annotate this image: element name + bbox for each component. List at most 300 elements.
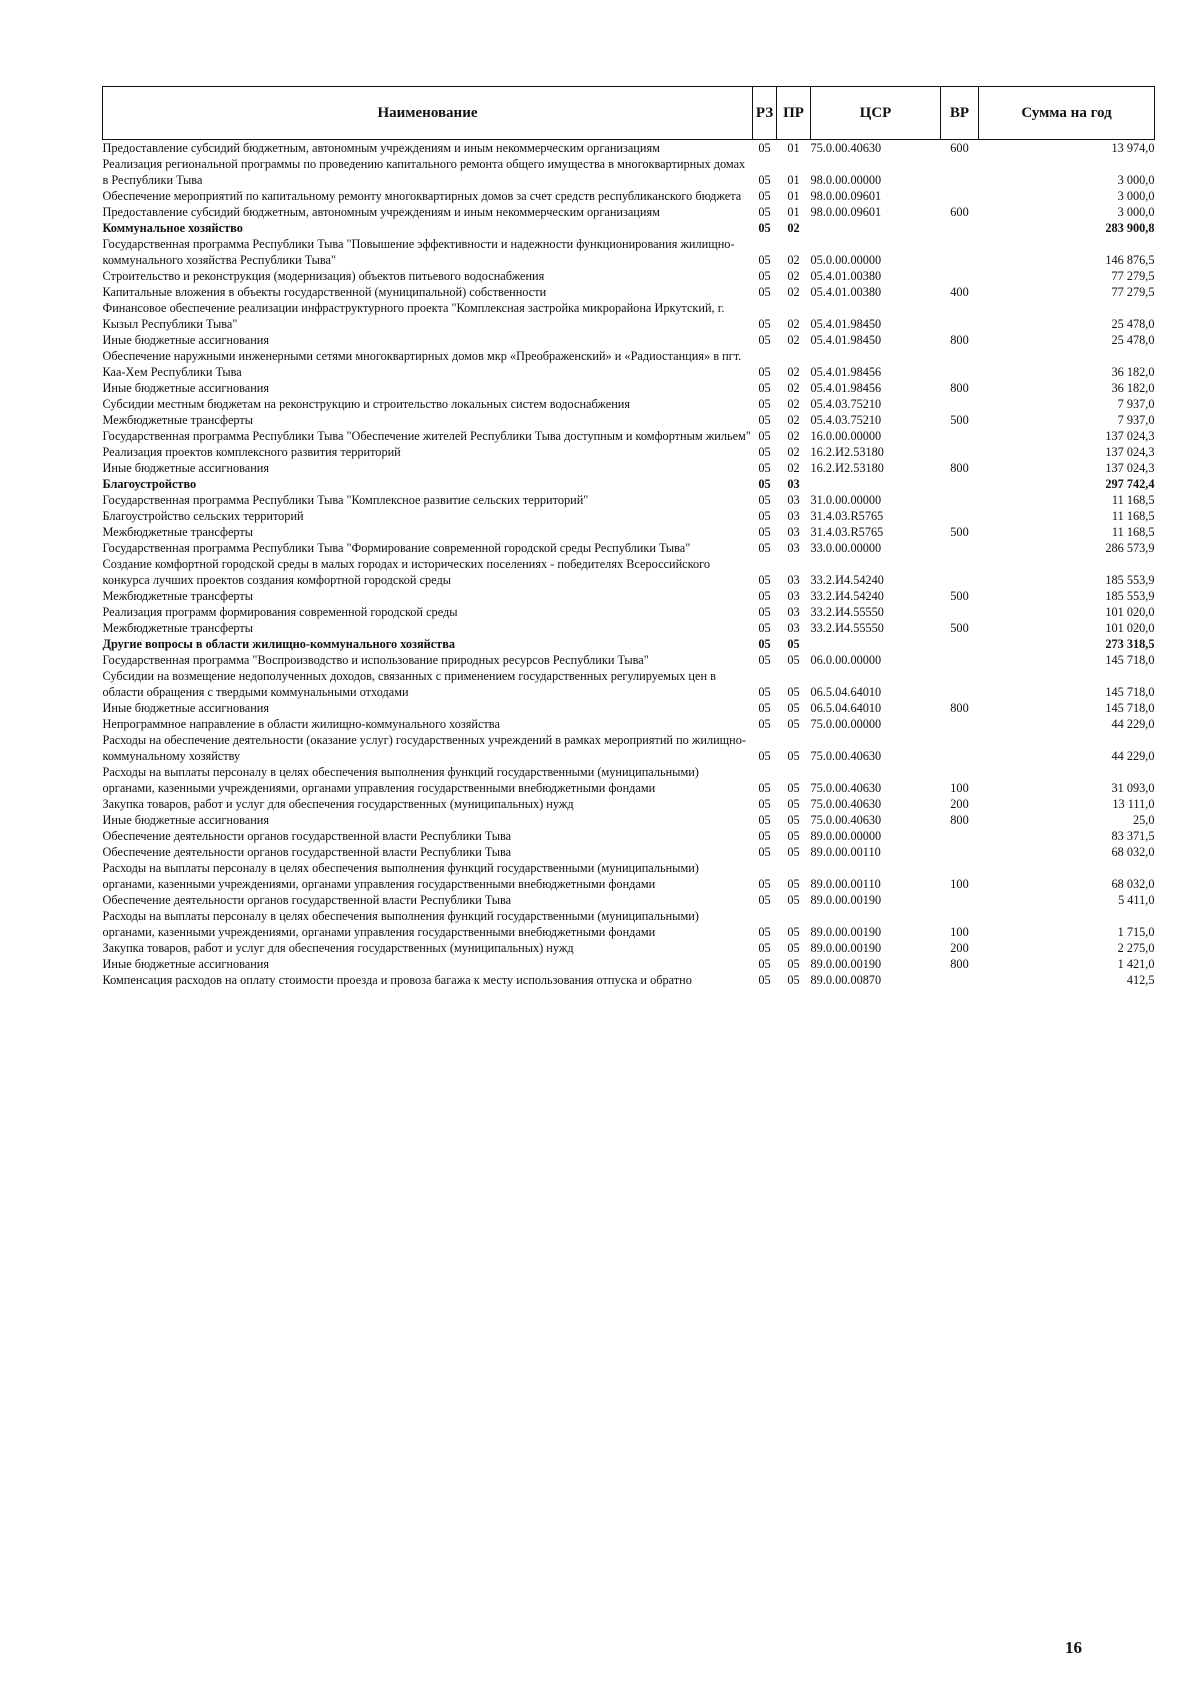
page-number: 16 (1065, 1638, 1082, 1657)
cell-pr: 05 (787, 973, 800, 987)
cell-sum: 7 937,0 (1117, 397, 1155, 411)
cell-sum: 25 478,0 (1111, 317, 1155, 331)
cell-vr (941, 636, 979, 652)
cell-pr: 05 (787, 701, 800, 715)
cell-name: Субсидии на возмещение недополученных доходов, связанных с применением государственных регулируемых цен в области обращения с твердыми коммунальными отходами (102, 669, 716, 699)
header-name: Наименование (103, 87, 753, 140)
cell-rz: 05 (758, 493, 771, 507)
cell-vr (941, 668, 979, 700)
cell-pr: 05 (787, 685, 800, 699)
cell-vr: 200 (950, 941, 969, 955)
cell-sum: 101 020,0 (1105, 605, 1155, 619)
cell-csr: 16.2.И2.53180 (810, 445, 884, 459)
cell-pr: 05 (787, 893, 800, 907)
cell-sum: 286 573,9 (1105, 541, 1155, 555)
cell-rz: 05 (758, 573, 771, 587)
cell-rz: 05 (758, 893, 771, 907)
table-row (103, 236, 1155, 268)
cell-csr: 89.0.00.00190 (810, 893, 882, 907)
header-pr: ПР (777, 87, 811, 140)
cell-rz: 05 (758, 173, 771, 187)
cell-vr: 500 (950, 525, 969, 539)
cell-name: Расходы на выплаты персоналу в целях обеспечения выполнения функций государственными (муниципальными) органами, казенными учреждениями, органами управления государственными внебюджетными фондами (102, 861, 699, 891)
cell-vr (941, 492, 979, 508)
cell-vr (941, 732, 979, 764)
cell-rz: 05 (758, 717, 771, 731)
cell-vr (941, 236, 979, 268)
table-row (103, 396, 1155, 412)
cell-vr (941, 556, 979, 588)
cell-csr: 33.2.И4.54240 (810, 589, 884, 603)
cell-pr: 02 (787, 269, 800, 283)
table-row (103, 348, 1155, 380)
table-row (103, 940, 1155, 956)
table-row (103, 444, 1155, 460)
cell-name: Межбюджетные трансферты (102, 621, 254, 635)
cell-rz: 05 (758, 589, 771, 603)
cell-name: Расходы на обеспечение деятельности (оказание услуг) государственных учреждений в рамках мероприятий по жилищно-коммунальному хозяйству (102, 733, 746, 763)
cell-name: Расходы на выплаты персоналу в целях обеспечения выполнения функций государственными (муниципальными) органами, казенными учреждениями, органами управления государственными внебюджетными фондами (102, 909, 699, 939)
cell-sum: 44 229,0 (1111, 749, 1155, 763)
cell-name: Непрограммное направление в области жилищно-коммунального хозяйства (102, 717, 500, 731)
cell-csr: 98.0.00.00000 (810, 173, 882, 187)
cell-pr: 02 (787, 461, 800, 475)
cell-rz: 05 (758, 637, 771, 651)
cell-vr (941, 540, 979, 556)
cell-sum: 44 229,0 (1111, 717, 1155, 731)
table-row (103, 908, 1155, 940)
cell-csr: 06.0.00.00000 (810, 653, 882, 667)
cell-pr: 02 (787, 221, 800, 235)
cell-csr: 75.0.00.40630 (810, 797, 882, 811)
table-row (103, 860, 1155, 892)
cell-vr: 800 (950, 813, 969, 827)
cell-csr: 33.2.И4.54240 (810, 573, 884, 587)
table-row (103, 188, 1155, 204)
cell-pr: 01 (787, 173, 800, 187)
cell-csr: 05.4.01.00380 (810, 269, 882, 283)
cell-csr: 05.4.01.98456 (810, 381, 882, 395)
cell-pr: 05 (787, 653, 800, 667)
cell-vr (941, 972, 979, 988)
cell-rz: 05 (758, 445, 771, 459)
cell-vr: 800 (950, 381, 969, 395)
cell-sum: 1 715,0 (1117, 925, 1155, 939)
cell-pr: 05 (787, 957, 800, 971)
table-row (103, 652, 1155, 668)
cell-name: Государственная программа "Воспроизводство и использование природных ресурсов Республики Тыва" (102, 653, 649, 667)
cell-name: Иные бюджетные ассигнования (102, 701, 270, 715)
cell-pr: 03 (787, 573, 800, 587)
cell-vr (941, 300, 979, 332)
header-csr: ЦСР (811, 87, 941, 140)
cell-pr: 05 (787, 797, 800, 811)
cell-sum: 11 168,5 (1111, 493, 1155, 507)
cell-pr: 01 (787, 141, 800, 155)
cell-rz: 05 (758, 189, 771, 203)
cell-rz: 05 (758, 205, 771, 219)
cell-vr (941, 348, 979, 380)
cell-csr: 05.0.00.00000 (810, 253, 882, 267)
cell-name: Иные бюджетные ассигнования (102, 461, 270, 475)
cell-rz: 05 (758, 413, 771, 427)
cell-vr (941, 268, 979, 284)
cell-vr (941, 844, 979, 860)
table-row (103, 492, 1155, 508)
cell-name: Капитальные вложения в объекты государственной (муниципальной) собственности (102, 285, 547, 299)
cell-vr: 200 (950, 797, 969, 811)
cell-sum: 13 111,0 (1112, 797, 1155, 811)
section-row (103, 636, 1155, 652)
header-vr: ВР (941, 87, 979, 140)
cell-sum: 3 000,0 (1117, 189, 1155, 203)
cell-pr: 02 (787, 397, 800, 411)
cell-sum: 25,0 (1132, 813, 1155, 827)
cell-csr: 89.0.00.00000 (810, 829, 882, 843)
table-row (103, 412, 1155, 428)
cell-name: Обеспечение деятельности органов государственной власти Республики Тыва (102, 829, 512, 843)
cell-sum: 36 182,0 (1111, 365, 1155, 379)
cell-sum: 185 553,9 (1105, 573, 1155, 587)
cell-vr (941, 396, 979, 412)
cell-sum: 68 032,0 (1111, 845, 1155, 859)
cell-vr (941, 508, 979, 524)
cell-pr: 02 (787, 429, 800, 443)
cell-rz: 05 (758, 925, 771, 939)
cell-pr: 02 (787, 285, 800, 299)
cell-rz: 05 (758, 285, 771, 299)
table-row (103, 268, 1155, 284)
cell-rz: 05 (758, 813, 771, 827)
cell-rz: 05 (758, 877, 771, 891)
cell-csr: 89.0.00.00190 (810, 941, 882, 955)
cell-name: Расходы на выплаты персоналу в целях обеспечения выполнения функций государственными (муниципальными) органами, казенными учреждениями, органами управления государственными внебюджетными фондами (102, 765, 699, 795)
cell-sum: 2 275,0 (1117, 941, 1155, 955)
cell-sum: 412,5 (1126, 973, 1155, 987)
table-row (103, 796, 1155, 812)
table-row (103, 604, 1155, 620)
cell-sum: 77 279,5 (1111, 285, 1155, 299)
cell-csr: 31.4.03.R5765 (810, 509, 884, 523)
cell-vr (941, 428, 979, 444)
header-rz: РЗ (753, 87, 777, 140)
cell-vr: 800 (950, 333, 969, 347)
cell-sum: 3 000,0 (1117, 173, 1155, 187)
cell-rz: 05 (758, 685, 771, 699)
cell-csr: 33.0.00.00000 (810, 541, 882, 555)
cell-rz: 05 (758, 477, 771, 491)
cell-name: Государственная программа Республики Тыва "Комплексное развитие сельских территорий" (102, 493, 589, 507)
cell-sum: 137 024,3 (1105, 429, 1155, 443)
table-body (103, 140, 1155, 989)
cell-sum: 68 032,0 (1111, 877, 1155, 891)
cell-name: Реализация проектов комплексного развития территорий (102, 445, 401, 459)
cell-pr: 05 (787, 717, 800, 731)
cell-csr: 89.0.00.00110 (810, 845, 881, 859)
cell-sum: 11 168,5 (1111, 525, 1155, 539)
cell-rz: 05 (758, 141, 771, 155)
cell-rz: 05 (758, 333, 771, 347)
cell-rz: 05 (758, 397, 771, 411)
cell-rz: 05 (758, 525, 771, 539)
cell-pr: 03 (787, 525, 800, 539)
table-row (103, 332, 1155, 348)
cell-pr: 05 (787, 781, 800, 795)
cell-rz: 05 (758, 957, 771, 971)
cell-name: Субсидии местным бюджетам на реконструкцию и строительство локальных систем водоснабжения (102, 397, 631, 411)
cell-rz: 05 (758, 221, 771, 235)
cell-name: Благоустройство (102, 477, 197, 491)
cell-sum: 145 718,0 (1105, 653, 1155, 667)
cell-vr: 800 (950, 461, 969, 475)
cell-rz: 05 (758, 253, 771, 267)
cell-name: Государственная программа Республики Тыва "Повышение эффективности и надежности функционирования жилищно-коммунального хозяйства Республики Тыва" (102, 237, 735, 267)
cell-pr: 02 (787, 413, 800, 427)
cell-name: Иные бюджетные ассигнования (102, 957, 270, 971)
cell-pr: 02 (787, 317, 800, 331)
table-row (103, 956, 1155, 972)
cell-sum: 11 168,5 (1111, 509, 1155, 523)
cell-vr (941, 188, 979, 204)
cell-name: Государственная программа Республики Тыва "Формирование современной городской среды Республики Тыва" (102, 541, 691, 555)
cell-vr (941, 652, 979, 668)
cell-name: Предоставление субсидий бюджетным, автономным учреждениям и иным некоммерческим организациям (102, 141, 660, 155)
cell-name: Благоустройство сельских территорий (102, 509, 304, 523)
cell-vr: 400 (950, 285, 969, 299)
table-row (103, 508, 1155, 524)
cell-pr: 03 (787, 493, 800, 507)
cell-csr: 05.4.01.98456 (810, 365, 882, 379)
cell-csr (811, 220, 941, 236)
cell-name: Создание комфортной городской среды в малых городах и исторических поселениях - победителях Всероссийского конкурса лучших проектов создания комфортной городской среды (102, 557, 710, 587)
cell-csr: 89.0.00.00870 (810, 973, 882, 987)
table-row (103, 204, 1155, 220)
budget-document (102, 86, 1154, 988)
table-row (103, 892, 1155, 908)
table-row (103, 556, 1155, 588)
cell-rz: 05 (758, 973, 771, 987)
cell-csr: 89.0.00.00190 (810, 957, 882, 971)
cell-rz: 05 (758, 829, 771, 843)
cell-rz: 05 (758, 429, 771, 443)
header-sum: Сумма на год (979, 87, 1155, 140)
cell-csr: 05.4.01.98450 (810, 317, 882, 331)
cell-name: Реализация региональной программы по проведению капитального ремонта общего имущества в многоквартирных домах в Республики Тыва (102, 157, 746, 187)
table-row (103, 732, 1155, 764)
table-row (103, 620, 1155, 636)
cell-name: Межбюджетные трансферты (102, 589, 254, 603)
cell-name: Иные бюджетные ассигнования (102, 813, 270, 827)
cell-pr: 05 (787, 941, 800, 955)
cell-csr: 98.0.00.09601 (810, 205, 882, 219)
table-row (103, 284, 1155, 300)
cell-vr: 600 (950, 205, 969, 219)
cell-pr: 03 (787, 509, 800, 523)
cell-csr: 16.0.00.00000 (810, 429, 882, 443)
cell-pr: 05 (787, 813, 800, 827)
cell-vr (941, 476, 979, 492)
cell-rz: 05 (758, 653, 771, 667)
cell-rz: 05 (758, 541, 771, 555)
table-row (103, 668, 1155, 700)
section-row (103, 476, 1155, 492)
cell-pr: 03 (787, 621, 800, 635)
cell-rz: 05 (758, 461, 771, 475)
table-row (103, 828, 1155, 844)
cell-rz: 05 (758, 845, 771, 859)
cell-vr: 100 (950, 877, 969, 891)
cell-sum: 13 974,0 (1111, 141, 1155, 155)
cell-vr: 800 (950, 701, 969, 715)
cell-csr: 06.5.04.64010 (810, 701, 882, 715)
cell-vr: 100 (950, 925, 969, 939)
cell-pr: 02 (787, 381, 800, 395)
cell-csr: 31.0.00.00000 (810, 493, 882, 507)
cell-csr: 05.4.03.75210 (810, 413, 882, 427)
table-row (103, 588, 1155, 604)
cell-rz: 05 (758, 781, 771, 795)
cell-sum: 77 279,5 (1111, 269, 1155, 283)
cell-name: Иные бюджетные ассигнования (102, 381, 270, 395)
cell-csr: 05.4.01.98450 (810, 333, 882, 347)
cell-rz: 05 (758, 509, 771, 523)
cell-csr: 33.2.И4.55550 (810, 605, 884, 619)
cell-pr: 05 (787, 845, 800, 859)
cell-rz: 05 (758, 749, 771, 763)
cell-csr: 75.0.00.40630 (810, 781, 882, 795)
table-row (103, 460, 1155, 476)
cell-name: Другие вопросы в области жилищно-коммунального хозяйства (102, 637, 456, 651)
cell-pr: 05 (787, 925, 800, 939)
cell-csr: 33.2.И4.55550 (810, 621, 884, 635)
table-row (103, 156, 1155, 188)
table-row (103, 540, 1155, 556)
cell-pr: 02 (787, 253, 800, 267)
cell-name: Строительство и реконструкция (модернизация) объектов питьевого водоснабжения (102, 269, 545, 283)
cell-name: Обеспечение мероприятий по капитальному ремонту многоквартирных домов за счет средств республиканского бюджета (102, 189, 742, 203)
cell-name: Обеспечение деятельности органов государственной власти Республики Тыва (102, 845, 512, 859)
cell-vr (941, 716, 979, 732)
cell-vr (941, 156, 979, 188)
cell-csr: 05.4.03.75210 (810, 397, 882, 411)
cell-sum: 5 411,0 (1118, 893, 1155, 907)
cell-name: Иные бюджетные ассигнования (102, 333, 270, 347)
table-row (103, 972, 1155, 988)
cell-name: Компенсация расходов на оплату стоимости проезда и провоза багажа к месту использования отпуска и обратно (102, 973, 692, 987)
cell-sum: 273 318,5 (1105, 637, 1155, 651)
cell-name: Обеспечение наружными инженерными сетями многоквартирных домов мкр «Преображенский» и «Радиостанция» в пгт. Каа-Хем Республики Тыва (102, 349, 742, 379)
cell-csr (811, 636, 941, 652)
table-row (103, 524, 1155, 540)
cell-rz: 05 (758, 605, 771, 619)
cell-rz: 05 (758, 365, 771, 379)
cell-vr: 800 (950, 957, 969, 971)
cell-pr: 02 (787, 333, 800, 347)
cell-pr: 05 (787, 877, 800, 891)
cell-sum: 31 093,0 (1111, 781, 1155, 795)
cell-sum: 146 876,5 (1105, 253, 1155, 267)
table-row (103, 764, 1155, 796)
cell-sum: 145 718,0 (1105, 701, 1155, 715)
budget-table (102, 86, 1155, 988)
cell-sum: 3 000,0 (1117, 205, 1155, 219)
cell-csr: 89.0.00.00190 (810, 925, 882, 939)
cell-csr: 06.5.04.64010 (810, 685, 882, 699)
cell-name: Закупка товаров, работ и услуг для обеспечения государственных (муниципальных) нужд (102, 797, 574, 811)
cell-rz: 05 (758, 941, 771, 955)
cell-rz: 05 (758, 269, 771, 283)
cell-name: Реализация программ формирования современной городской среды (102, 605, 458, 619)
cell-vr (941, 220, 979, 236)
table-row (103, 844, 1155, 860)
cell-rz: 05 (758, 621, 771, 635)
cell-pr: 03 (787, 605, 800, 619)
cell-pr: 03 (787, 477, 800, 491)
cell-rz: 05 (758, 797, 771, 811)
cell-rz: 05 (758, 381, 771, 395)
cell-pr: 02 (787, 445, 800, 459)
cell-vr: 500 (950, 621, 969, 635)
table-row (103, 140, 1155, 157)
cell-sum: 185 553,9 (1105, 589, 1155, 603)
cell-csr: 75.0.00.40630 (810, 141, 882, 155)
cell-name: Финансовое обеспечение реализации инфраструктурного проекта "Комплексная застройка микрорайона Иркутский, г. Кызыл Республики Тыва" (102, 301, 725, 331)
cell-sum: 137 024,3 (1105, 461, 1155, 475)
cell-rz: 05 (758, 317, 771, 331)
cell-vr: 100 (950, 781, 969, 795)
cell-sum: 137 024,3 (1105, 445, 1155, 459)
cell-sum: 1 421,0 (1117, 957, 1155, 971)
table-row (103, 716, 1155, 732)
cell-csr (811, 476, 941, 492)
cell-vr (941, 604, 979, 620)
cell-vr: 500 (950, 413, 969, 427)
cell-rz: 05 (758, 701, 771, 715)
cell-vr (941, 444, 979, 460)
cell-pr: 01 (787, 205, 800, 219)
table-row (103, 428, 1155, 444)
table-row (103, 380, 1155, 396)
cell-csr: 75.0.00.40630 (810, 813, 882, 827)
cell-sum: 83 371,5 (1111, 829, 1155, 843)
cell-pr: 03 (787, 541, 800, 555)
cell-pr: 01 (787, 189, 800, 203)
table-row (103, 300, 1155, 332)
cell-vr (941, 892, 979, 908)
cell-name: Государственная программа Республики Тыва "Обеспечение жителей Республики Тыва доступным и комфортным жильем" (102, 429, 751, 443)
cell-csr: 75.0.00.00000 (810, 717, 882, 731)
cell-sum: 283 900,8 (1105, 221, 1155, 235)
cell-name: Коммунальное хозяйство (102, 221, 243, 235)
cell-sum: 36 182,0 (1111, 381, 1155, 395)
cell-sum: 145 718,0 (1105, 685, 1155, 699)
cell-csr: 05.4.01.00380 (810, 285, 882, 299)
cell-sum: 297 742,4 (1105, 477, 1155, 491)
cell-sum: 25 478,0 (1111, 333, 1155, 347)
cell-name: Межбюджетные трансферты (102, 525, 254, 539)
cell-csr: 16.2.И2.53180 (810, 461, 884, 475)
table-row (103, 700, 1155, 716)
cell-vr: 500 (950, 589, 969, 603)
section-row (103, 220, 1155, 236)
cell-csr: 98.0.00.09601 (810, 189, 882, 203)
cell-pr: 05 (787, 749, 800, 763)
cell-pr: 02 (787, 365, 800, 379)
cell-pr: 05 (787, 829, 800, 843)
cell-pr: 05 (787, 637, 800, 651)
table-header (103, 87, 1155, 140)
cell-name: Предоставление субсидий бюджетным, автономным учреждениям и иным некоммерческим организациям (102, 205, 660, 219)
